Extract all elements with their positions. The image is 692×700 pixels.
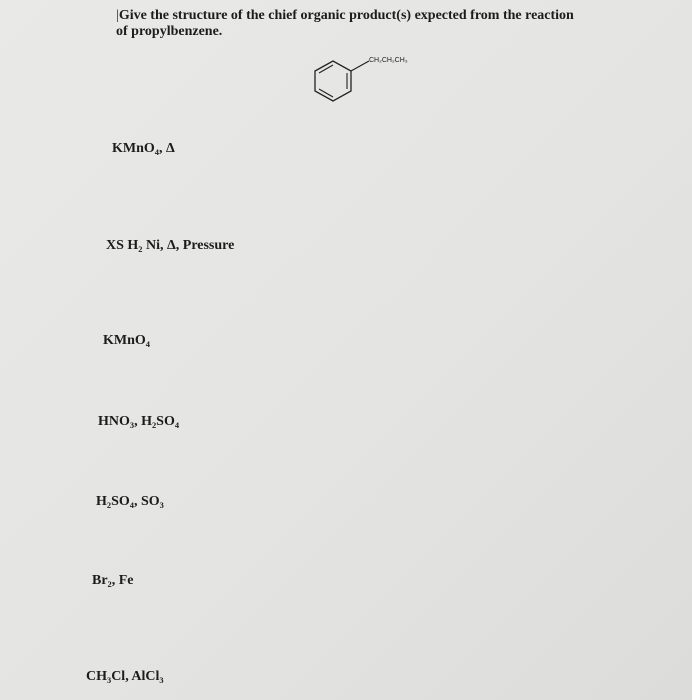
reagent-br2-fe: Br₂, Fe (92, 573, 134, 588)
reagent-kmno4-heat: KMnO₄, Δ (112, 141, 175, 156)
substituent-label: CH₂CH₂CH₃ (369, 57, 408, 64)
reagent-kmno4: KMnO₄ (103, 333, 150, 348)
double-bond-3 (319, 89, 333, 97)
question-prompt (116, 8, 586, 40)
substituent-bond (351, 61, 369, 71)
reagent-xs-h2-ni: XS H₂ Ni, Δ, Pressure (106, 238, 235, 253)
propylbenzene-svg (305, 52, 445, 112)
reagent-h2so4-so3: H₂SO₄, SO₃ (96, 494, 164, 509)
question-text: Give the structure of the chief organic product(s) expected from the reaction of propylbenzene. (116, 8, 574, 39)
reagent-hno3-h2so4: HNO₃, H₂SO₄ (98, 414, 180, 429)
propylbenzene-structure (305, 52, 445, 112)
text-cursor: | (116, 8, 119, 23)
reagent-ch3cl-alcl3: CH₃Cl, AlCl₃ (86, 669, 164, 684)
benzene-ring (315, 61, 351, 101)
double-bond-1 (319, 65, 333, 73)
